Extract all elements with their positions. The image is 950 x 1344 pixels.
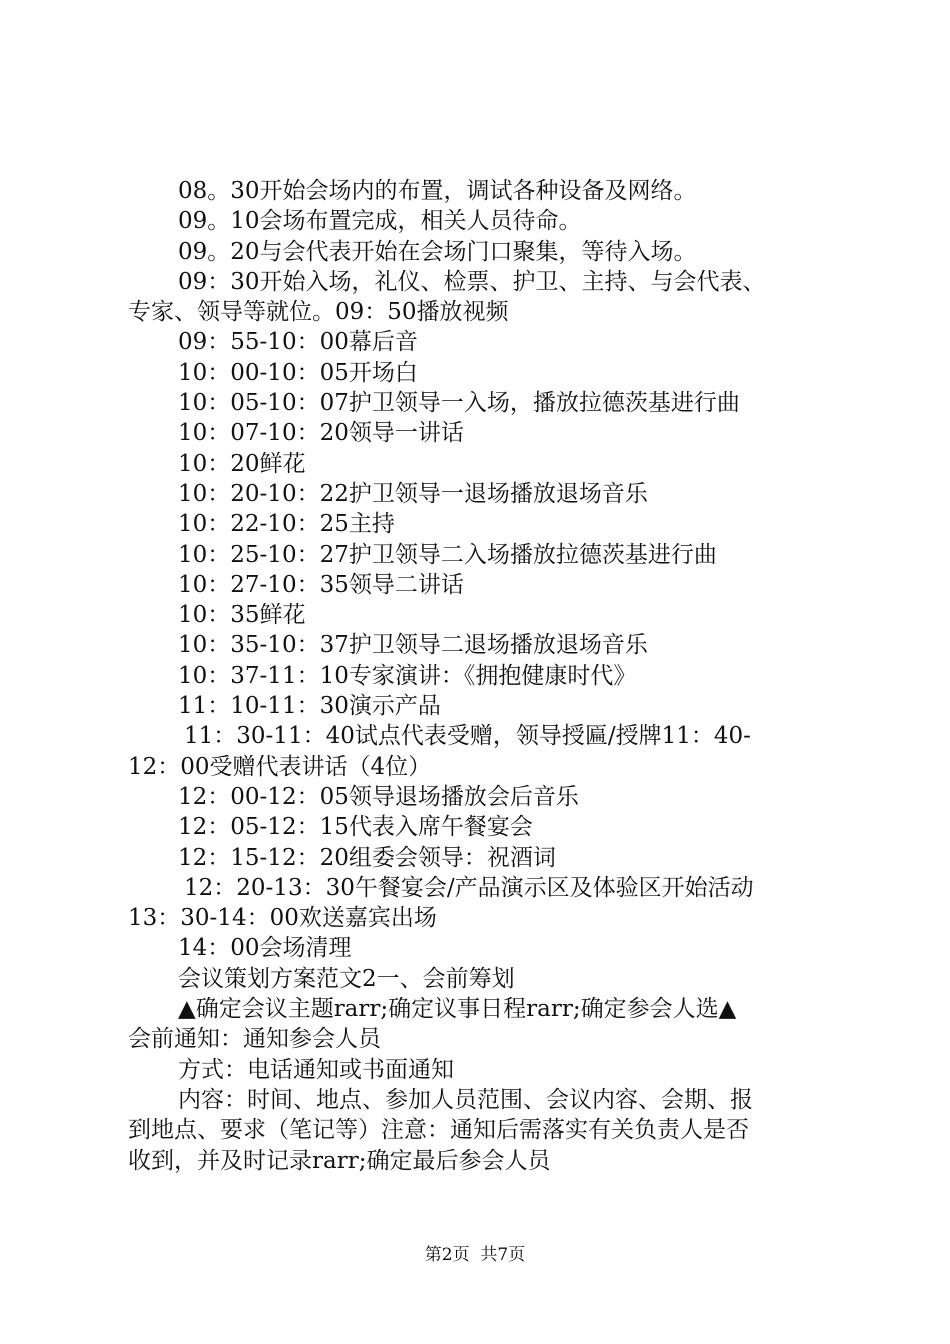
paragraph-line: 12：00受赠代表讲话（4位） (128, 753, 432, 780)
paragraph-line: 09：55-10：00幕后音 (178, 329, 418, 356)
paragraph-line: 收到，并及时记录rarr;确定最后参会人员 (128, 1147, 551, 1174)
paragraph-line: 专家、领导等就位。09：50播放视频 (128, 299, 509, 326)
paragraph-line: 12：20-13：30午餐宴会/产品演示区及体验区开始活动 (184, 874, 754, 901)
paragraph-line: 09：30开始入场，礼仪、检票、护卫、主持、与会代表、 (178, 268, 766, 295)
paragraph-line: 10：05-10：07护卫领导一入场，播放拉德茨基进行曲 (178, 390, 740, 417)
paragraph-line: 10：07-10：20领导一讲话 (178, 420, 464, 447)
paragraph-line: ▲确定会议主题rarr;确定议事日程rarr;确定参会人选▲ (178, 996, 737, 1023)
paragraph-line: 10：20-10：22护卫领导一退场播放退场音乐 (178, 480, 648, 507)
paragraph-line: 会前通知：通知参会人员 (128, 1026, 381, 1053)
paragraph-line: 08。30开始会场内的布置，调试各种设备及网络。 (178, 178, 697, 204)
paragraph-line: 到地点、要求（笔记等）注意：通知后需落实有关负责人是否 (128, 1117, 749, 1144)
paragraph-line: 10：35-10：37护卫领导二退场播放退场音乐 (178, 632, 648, 659)
paragraph-line: 12：05-12：15代表入席午餐宴会 (178, 814, 533, 841)
paragraph-line: 12：15-12：20组委会领导：祝酒词 (178, 844, 556, 871)
paragraph-line: 12：00-12：05领导退场播放会后音乐 (178, 783, 579, 810)
paragraph-line: 10：00-10：05开场白 (178, 359, 418, 386)
paragraph-line: 会议策划方案范文2一、会前筹划 (178, 965, 515, 992)
paragraph-line: 11：10-11：30演示产品 (178, 693, 441, 720)
paragraph-line: 10：27-10：35领导二讲话 (178, 571, 464, 598)
paragraph-line: 10：25-10：27护卫领导二入场播放拉德茨基进行曲 (178, 541, 717, 568)
paragraph-line: 09。20与会代表开始在会场门口聚集，等待入场。 (178, 238, 697, 265)
paragraph-line: 内容：时间、地点、参加人员范围、会议内容、会期、报 (178, 1086, 753, 1113)
paragraph-line: 10：35鲜花 (178, 602, 306, 629)
paragraph-line: 13：30-14：00欢送嘉宾出场 (128, 905, 437, 932)
paragraph-line: 10：20鲜花 (178, 450, 306, 477)
paragraph-line: 10：37-11：10专家演讲：《拥抱健康时代》 (178, 662, 637, 689)
paragraph-line: 09。10会场布置完成，相关人员待命。 (178, 208, 582, 235)
page-footer: 第2页 共7页 (424, 1245, 526, 1265)
paragraph-line: 14：00会场清理 (178, 935, 352, 962)
paragraph-line: 10：22-10：25主持 (178, 511, 395, 538)
document-body (128, 176, 832, 1176)
paragraph-line: 11：30-11：40试点代表受赠，领导授匾/授牌11：40- (184, 723, 751, 750)
paragraph-line: 方式：电话通知或书面通知 (178, 1056, 454, 1083)
